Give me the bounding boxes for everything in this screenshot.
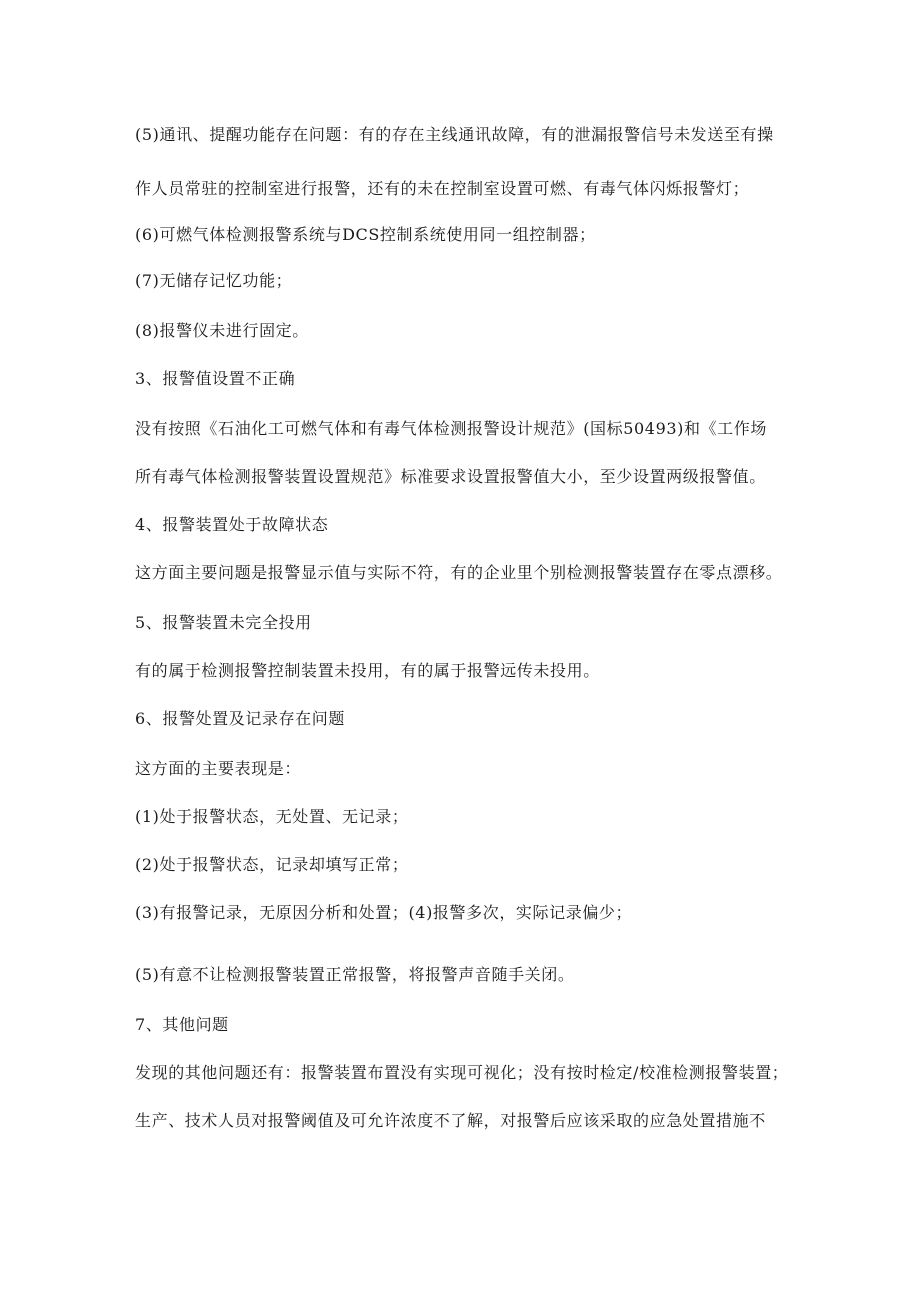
body-text-line: 有的属于检测报警控制装置未投用，有的属于报警远传未投用。 — [135, 661, 600, 680]
list-item: (8)报警仪未进行固定。 — [135, 321, 309, 340]
list-item: (1)处于报警状态，无处置、无记录； — [135, 807, 409, 826]
section-heading: 4、报警装置处于故障状态 — [135, 515, 329, 534]
list-item: (2)处于报警状态，记录却填写正常； — [135, 855, 409, 874]
section-heading: 5、报警装置未完全投用 — [135, 613, 312, 632]
list-item: (5)有意不让检测报警装置正常报警，将报警声音随手关闭。 — [135, 965, 575, 984]
section-heading: 7、其他问题 — [135, 1015, 229, 1034]
list-item: (7)无储存记忆功能； — [135, 271, 293, 290]
section-heading: 3、报警值设置不正确 — [135, 369, 296, 388]
body-text-line: 生产、技术人员对报警阈值及可允许浓度不了解，对报警后应该采取的应急处置措施不 — [135, 1111, 766, 1130]
body-text-line: 没有按照《石油化工可燃气体和有毒气体检测报警设计规范》(国标50493)和《工作场 — [135, 419, 767, 438]
body-text-line: (5)通讯、提醒功能存在问题：有的存在主线通讯故障，有的泄漏报警信号未发送至有操 — [135, 125, 774, 144]
body-text-line: 所有毒气体检测报警装置设置规范》标准要求设置报警值大小，至少设置两级报警值。 — [135, 467, 766, 486]
body-text-line: 这方面主要问题是报警显示值与实际不符，有的企业里个别检测报警装置存在零点漂移。 — [135, 563, 783, 582]
list-item: (3)有报警记录，无原因分析和处置；(4)报警多次，实际记录偏少； — [135, 903, 633, 922]
list-item: (6)可燃气体检测报警系统与DCS控制系统使用同一组控制器； — [135, 225, 596, 244]
body-text-line: 发现的其他问题还有：报警装置布置没有实现可视化；没有按时检定/校准检测报警装置； — [135, 1063, 789, 1082]
body-text-line: 作人员常驻的控制室进行报警，还有的未在控制室设置可燃、有毒气体闪烁报警灯； — [135, 179, 750, 198]
section-heading: 6、报警处置及记录存在问题 — [135, 709, 345, 728]
body-text-line: 这方面的主要表现是： — [135, 759, 302, 778]
